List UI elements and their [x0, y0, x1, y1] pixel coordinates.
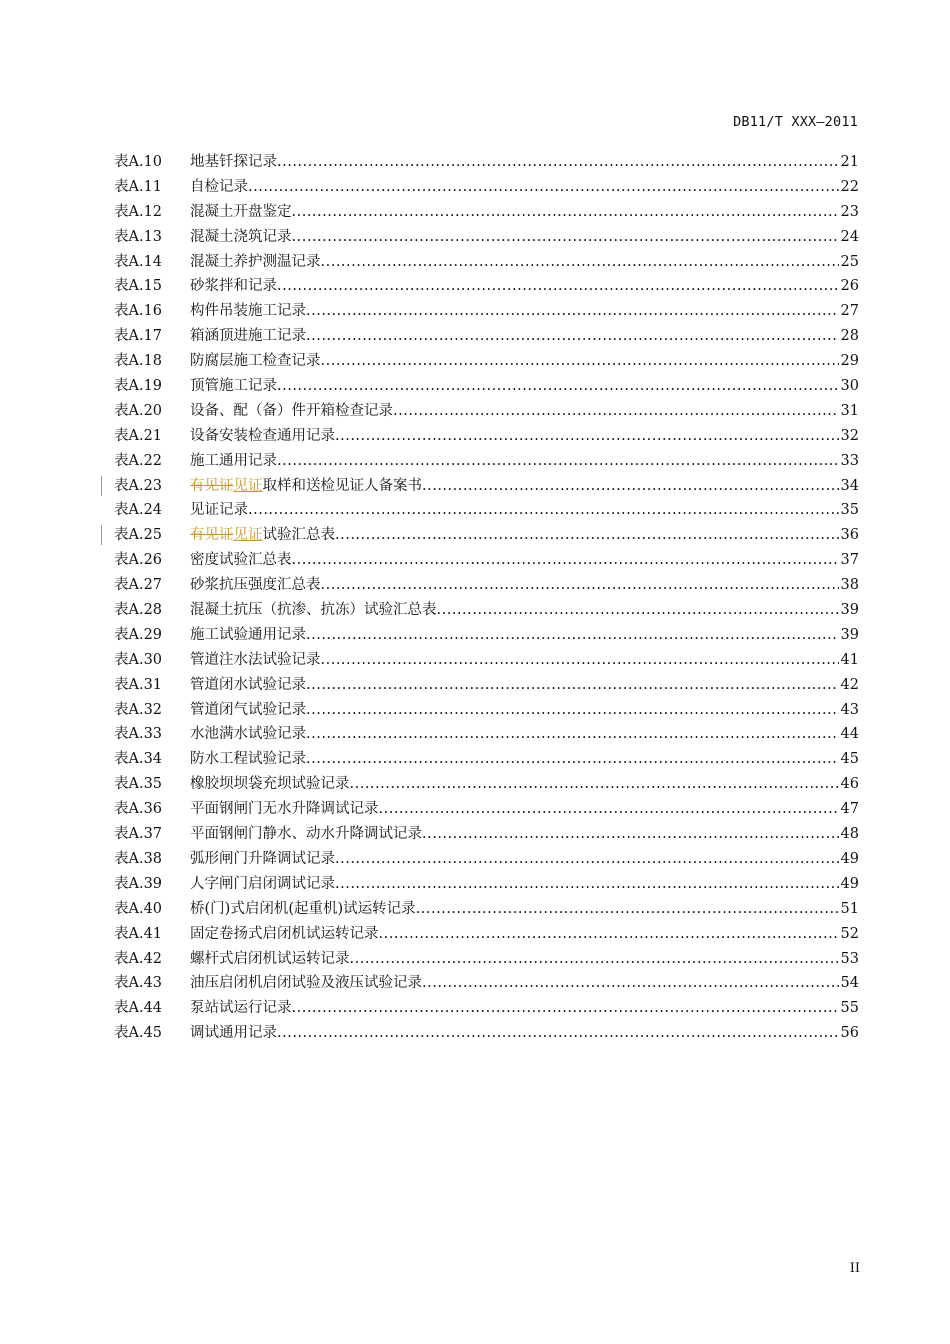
toc-entry-title [190, 722, 306, 743]
dot-leader [350, 951, 840, 967]
toc-entry-number: 表A.33 [114, 726, 163, 743]
toc-entry[interactable] [114, 698, 859, 723]
toc-entry-title-text: 管道注水法试验记录 [190, 651, 321, 668]
toc-entry[interactable] [114, 822, 859, 847]
toc-entry-number: 表A.16 [114, 303, 163, 320]
toc-entry[interactable] [114, 947, 859, 972]
toc-entry-title-text: 人字闸门启闭调试记录 [190, 875, 335, 892]
toc-entry[interactable] [114, 847, 859, 872]
toc-entry-title-text: 橡胶坝坝袋充坝试验记录 [190, 776, 350, 793]
toc-entry-page: 39 [840, 626, 859, 643]
toc-entry-title [190, 200, 292, 221]
toc-entry-number: 表A.36 [114, 801, 163, 818]
dot-leader [437, 602, 840, 618]
toc-entry-title [190, 250, 321, 271]
toc-entry[interactable] [114, 722, 859, 747]
toc-entry-number: 表A.24 [114, 502, 163, 519]
toc-entry-title-text: 砂浆抗压强度汇总表 [190, 577, 321, 594]
toc-entry-page: 39 [840, 602, 859, 619]
toc-entry-number: 表A.28 [114, 602, 163, 619]
toc-entry[interactable] [114, 548, 859, 573]
toc-entry-page: 21 [840, 154, 859, 170]
dot-leader [422, 826, 839, 842]
toc-entry-page: 37 [840, 552, 859, 569]
toc-entry-number: 表A.42 [114, 950, 163, 967]
dot-leader [416, 901, 839, 917]
toc-entry-page: 28 [840, 328, 859, 345]
toc-entry-page: 45 [840, 751, 859, 768]
toc-entry-title-text: 取样和送检见证人备案书 [262, 477, 422, 494]
toc-entry[interactable] [114, 623, 859, 648]
toc-entry-number: 表A.20 [114, 402, 163, 419]
toc-entry-number: 表A.43 [114, 975, 163, 992]
dot-leader [393, 403, 839, 419]
dot-leader [422, 975, 839, 991]
toc-entry[interactable] [114, 498, 859, 523]
toc-entry-page: 25 [840, 253, 859, 270]
toc-entry-title [190, 225, 292, 246]
dot-leader [321, 652, 840, 668]
dot-leader [277, 154, 839, 170]
toc-entry-title-text: 混凝土浇筑记录 [190, 228, 292, 245]
dot-leader [306, 702, 839, 718]
table-of-contents [114, 150, 859, 1046]
toc-entry-number: 表A.23 [114, 477, 163, 494]
toc-entry-number: 表A.10 [114, 154, 163, 170]
dot-leader [321, 353, 840, 369]
toc-entry-number: 表A.31 [114, 676, 163, 693]
dot-leader [306, 726, 839, 742]
toc-entry-title-text: 施工通用记录 [190, 452, 277, 469]
deleted-text: 有见证 [190, 477, 234, 494]
inserted-text: 见证 [233, 477, 263, 494]
toc-entry-title-text: 弧形闸门升降调试记录 [190, 850, 335, 867]
toc-entry-title-text: 见证记录 [190, 502, 248, 519]
toc-entry-title [190, 324, 306, 345]
toc-entry-title [190, 598, 437, 619]
toc-entry-page: 53 [840, 950, 859, 967]
toc-entry[interactable] [114, 150, 859, 175]
toc-entry-number: 表A.21 [114, 427, 163, 444]
toc-entry-number: 表A.27 [114, 577, 163, 594]
page-number-footer: II [849, 1261, 860, 1276]
toc-entry-title [190, 922, 379, 943]
dot-leader [306, 328, 839, 344]
dot-leader [277, 453, 839, 469]
toc-entry-page: 26 [840, 278, 859, 295]
toc-entry-number: 表A.34 [114, 751, 163, 768]
toc-entry-title [190, 847, 335, 868]
toc-entry-title [190, 299, 306, 320]
toc-entry-title [190, 399, 393, 420]
toc-entry-page: 51 [840, 900, 859, 917]
toc-entry-number: 表A.18 [114, 353, 163, 370]
toc-entry-number: 表A.37 [114, 826, 163, 843]
toc-entry-number: 表A.38 [114, 850, 163, 867]
toc-entry-title [190, 623, 306, 644]
toc-entry-title [190, 996, 292, 1017]
toc-entry[interactable] [114, 797, 859, 822]
toc-entry-number: 表A.35 [114, 776, 163, 793]
toc-entry-page: 49 [840, 875, 859, 892]
dot-leader [306, 751, 839, 767]
dot-leader [379, 926, 840, 942]
toc-entry-page: 23 [840, 203, 859, 220]
toc-entry-number: 表A.45 [114, 1025, 163, 1042]
toc-entry[interactable] [114, 523, 859, 548]
toc-entry-title-text: 箱涵顶进施工记录 [190, 328, 306, 345]
toc-entry-page: 29 [840, 353, 859, 370]
dot-leader [335, 428, 839, 444]
toc-entry[interactable] [114, 747, 859, 772]
dot-leader [248, 179, 839, 195]
toc-entry-title-text: 螺杆式启闭机试运转记录 [190, 950, 350, 967]
toc-entry-page: 47 [840, 801, 859, 818]
toc-entry-title-text: 混凝土养护测温记录 [190, 253, 321, 270]
toc-entry[interactable] [114, 573, 859, 598]
toc-entry-page: 49 [840, 850, 859, 867]
toc-entry[interactable] [114, 673, 859, 698]
toc-entry-title-text: 防腐层施工检查记录 [190, 353, 321, 370]
toc-entry-title-text: 泵站试运行记录 [190, 1000, 292, 1017]
toc-entry-page: 36 [840, 527, 859, 544]
toc-entry-page: 31 [840, 402, 859, 419]
toc-entry-title-text: 顶管施工记录 [190, 378, 277, 395]
toc-entry[interactable] [114, 971, 859, 996]
dot-leader [350, 776, 840, 792]
toc-entry-title [190, 349, 321, 370]
toc-entry[interactable] [114, 996, 859, 1021]
toc-entry-number: 表A.39 [114, 875, 163, 892]
toc-entry[interactable] [114, 872, 859, 897]
toc-entry-number: 表A.15 [114, 278, 163, 295]
toc-entry[interactable] [114, 399, 859, 424]
toc-entry-title-text: 固定卷扬式启闭机试运转记录 [190, 925, 379, 942]
toc-entry-page: 34 [840, 477, 859, 494]
toc-entry-number: 表A.12 [114, 203, 163, 220]
toc-entry-title-text: 平面钢闸门静水、动水升降调试记录 [190, 826, 422, 843]
toc-entry-title [190, 872, 335, 893]
toc-entry-title-text: 密度试验汇总表 [190, 552, 292, 569]
toc-entry-number: 表A.25 [114, 527, 163, 544]
toc-entry-title [190, 449, 277, 470]
toc-entry-page: 32 [840, 427, 859, 444]
toc-entry[interactable] [114, 922, 859, 947]
toc-entry-title-text: 构件吊装施工记录 [190, 303, 306, 320]
toc-entry-number: 表A.14 [114, 253, 163, 270]
toc-entry-title-text: 桥(门)式启闭机(起重机)试运转记录 [190, 900, 416, 917]
toc-entry-number: 表A.44 [114, 1000, 163, 1017]
dot-leader [306, 677, 839, 693]
toc-entry-page: 54 [840, 975, 859, 992]
toc-entry-title [190, 947, 350, 968]
toc-entry[interactable] [114, 424, 859, 449]
toc-entry[interactable] [114, 374, 859, 399]
toc-entry-title-text: 自检记录 [190, 178, 248, 195]
toc-entry-title [190, 897, 416, 918]
toc-entry-title [190, 274, 277, 295]
toc-entry[interactable] [114, 897, 859, 922]
toc-entry-page: 56 [840, 1025, 859, 1042]
toc-entry-page: 38 [840, 577, 859, 594]
dot-leader [335, 527, 839, 543]
toc-entry-number: 表A.40 [114, 900, 163, 917]
dot-leader [277, 378, 839, 394]
toc-entry[interactable] [114, 324, 859, 349]
toc-entry-title-text: 调试通用记录 [190, 1025, 277, 1042]
toc-entry-number: 表A.11 [114, 178, 163, 195]
toc-entry[interactable] [114, 772, 859, 797]
toc-entry-title [190, 498, 248, 519]
deleted-text: 有见证 [190, 527, 234, 544]
toc-entry-title [190, 150, 277, 171]
toc-entry[interactable] [114, 250, 859, 275]
dot-leader [292, 552, 840, 568]
toc-entry-title [190, 648, 321, 669]
toc-entry-title [190, 474, 422, 495]
toc-entry-page: 27 [840, 303, 859, 320]
toc-entry-title [190, 747, 306, 768]
toc-entry-title-text: 防水工程试验记录 [190, 751, 306, 768]
toc-entry[interactable] [114, 648, 859, 673]
toc-entry-title [190, 673, 306, 694]
toc-entry-title [190, 548, 292, 569]
dot-leader [277, 1025, 839, 1041]
toc-entry-page: 30 [840, 378, 859, 395]
toc-entry-title [190, 772, 350, 793]
toc-entry[interactable] [114, 598, 859, 623]
dot-leader [422, 478, 839, 494]
toc-entry-page: 48 [840, 826, 859, 843]
toc-entry-title [190, 573, 321, 594]
toc-entry-title [190, 523, 335, 544]
dot-leader [379, 801, 840, 817]
dot-leader [321, 577, 840, 593]
dot-leader [292, 1000, 840, 1016]
toc-entry-title [190, 797, 379, 818]
toc-entry-title-text: 混凝土抗压（抗渗、抗冻）试验汇总表 [190, 602, 437, 619]
toc-entry-number: 表A.41 [114, 925, 163, 942]
toc-entry-page: 33 [840, 452, 859, 469]
toc-entry-title [190, 698, 306, 719]
toc-entry-page: 46 [840, 776, 859, 793]
toc-entry-page: 35 [840, 502, 859, 519]
dot-leader [306, 627, 839, 643]
toc-entry-page: 42 [840, 676, 859, 693]
toc-entry-title-text: 平面钢闸门无水升降调试记录 [190, 801, 379, 818]
toc-entry[interactable] [114, 225, 859, 250]
revision-change-bar [101, 476, 102, 496]
toc-entry-title [190, 374, 277, 395]
document-code-header: DB11/T XXX—2011 [733, 114, 858, 130]
toc-entry-number: 表A.26 [114, 552, 163, 569]
toc-entry-title-text: 混凝土开盘鉴定 [190, 203, 292, 220]
toc-entry-title-text: 施工试验通用记录 [190, 626, 306, 643]
toc-entry-number: 表A.32 [114, 701, 163, 718]
toc-entry-title-text: 管道闭水试验记录 [190, 676, 306, 693]
toc-entry-number: 表A.29 [114, 626, 163, 643]
toc-entry-number: 表A.13 [114, 228, 163, 245]
toc-entry[interactable] [114, 474, 859, 499]
dot-leader [335, 851, 839, 867]
toc-entry-title-text: 地基钎探记录 [190, 154, 277, 170]
dot-leader [306, 303, 839, 319]
toc-entry-page: 52 [840, 925, 859, 942]
toc-entry[interactable] [114, 175, 859, 200]
dot-leader [292, 204, 840, 220]
toc-entry[interactable] [114, 274, 859, 299]
toc-entry-number: 表A.19 [114, 378, 163, 395]
toc-entry-page: 41 [840, 651, 859, 668]
toc-entry[interactable] [114, 349, 859, 374]
dot-leader [277, 278, 839, 294]
toc-entry-page: 43 [840, 701, 859, 718]
toc-entry-number: 表A.30 [114, 651, 163, 668]
toc-entry-page: 55 [840, 1000, 859, 1017]
toc-entry-title [190, 424, 335, 445]
toc-entry-title-text: 管道闭气试验记录 [190, 701, 306, 718]
toc-entry-title [190, 175, 248, 196]
dot-leader [321, 254, 840, 270]
toc-entry-page: 24 [840, 228, 859, 245]
toc-entry-title [190, 1021, 277, 1042]
toc-entry-title-text: 油压启闭机启闭试验及液压试验记录 [190, 975, 422, 992]
toc-entry-page: 44 [840, 726, 859, 743]
inserted-text: 见证 [233, 527, 263, 544]
dot-leader [335, 876, 839, 892]
toc-entry-title-text: 砂浆拌和记录 [190, 278, 277, 295]
dot-leader [248, 502, 839, 518]
toc-entry-number: 表A.22 [114, 452, 163, 469]
dot-leader [292, 229, 840, 245]
toc-entry-title-text: 设备、配（备）件开箱检查记录 [190, 402, 393, 419]
toc-entry-number: 表A.17 [114, 328, 163, 345]
toc-entry[interactable] [114, 200, 859, 225]
toc-entry-title [190, 822, 422, 843]
toc-entry-title-text: 设备安装检查通用记录 [190, 427, 335, 444]
toc-entry[interactable] [114, 299, 859, 324]
toc-entry[interactable] [114, 449, 859, 474]
toc-entry-title-text: 水池满水试验记录 [190, 726, 306, 743]
toc-entry-title [190, 971, 422, 992]
toc-entry-title-text: 试验汇总表 [262, 527, 335, 544]
revision-change-bar [101, 525, 102, 545]
toc-entry[interactable] [114, 1021, 859, 1046]
toc-entry-page: 22 [840, 178, 859, 195]
